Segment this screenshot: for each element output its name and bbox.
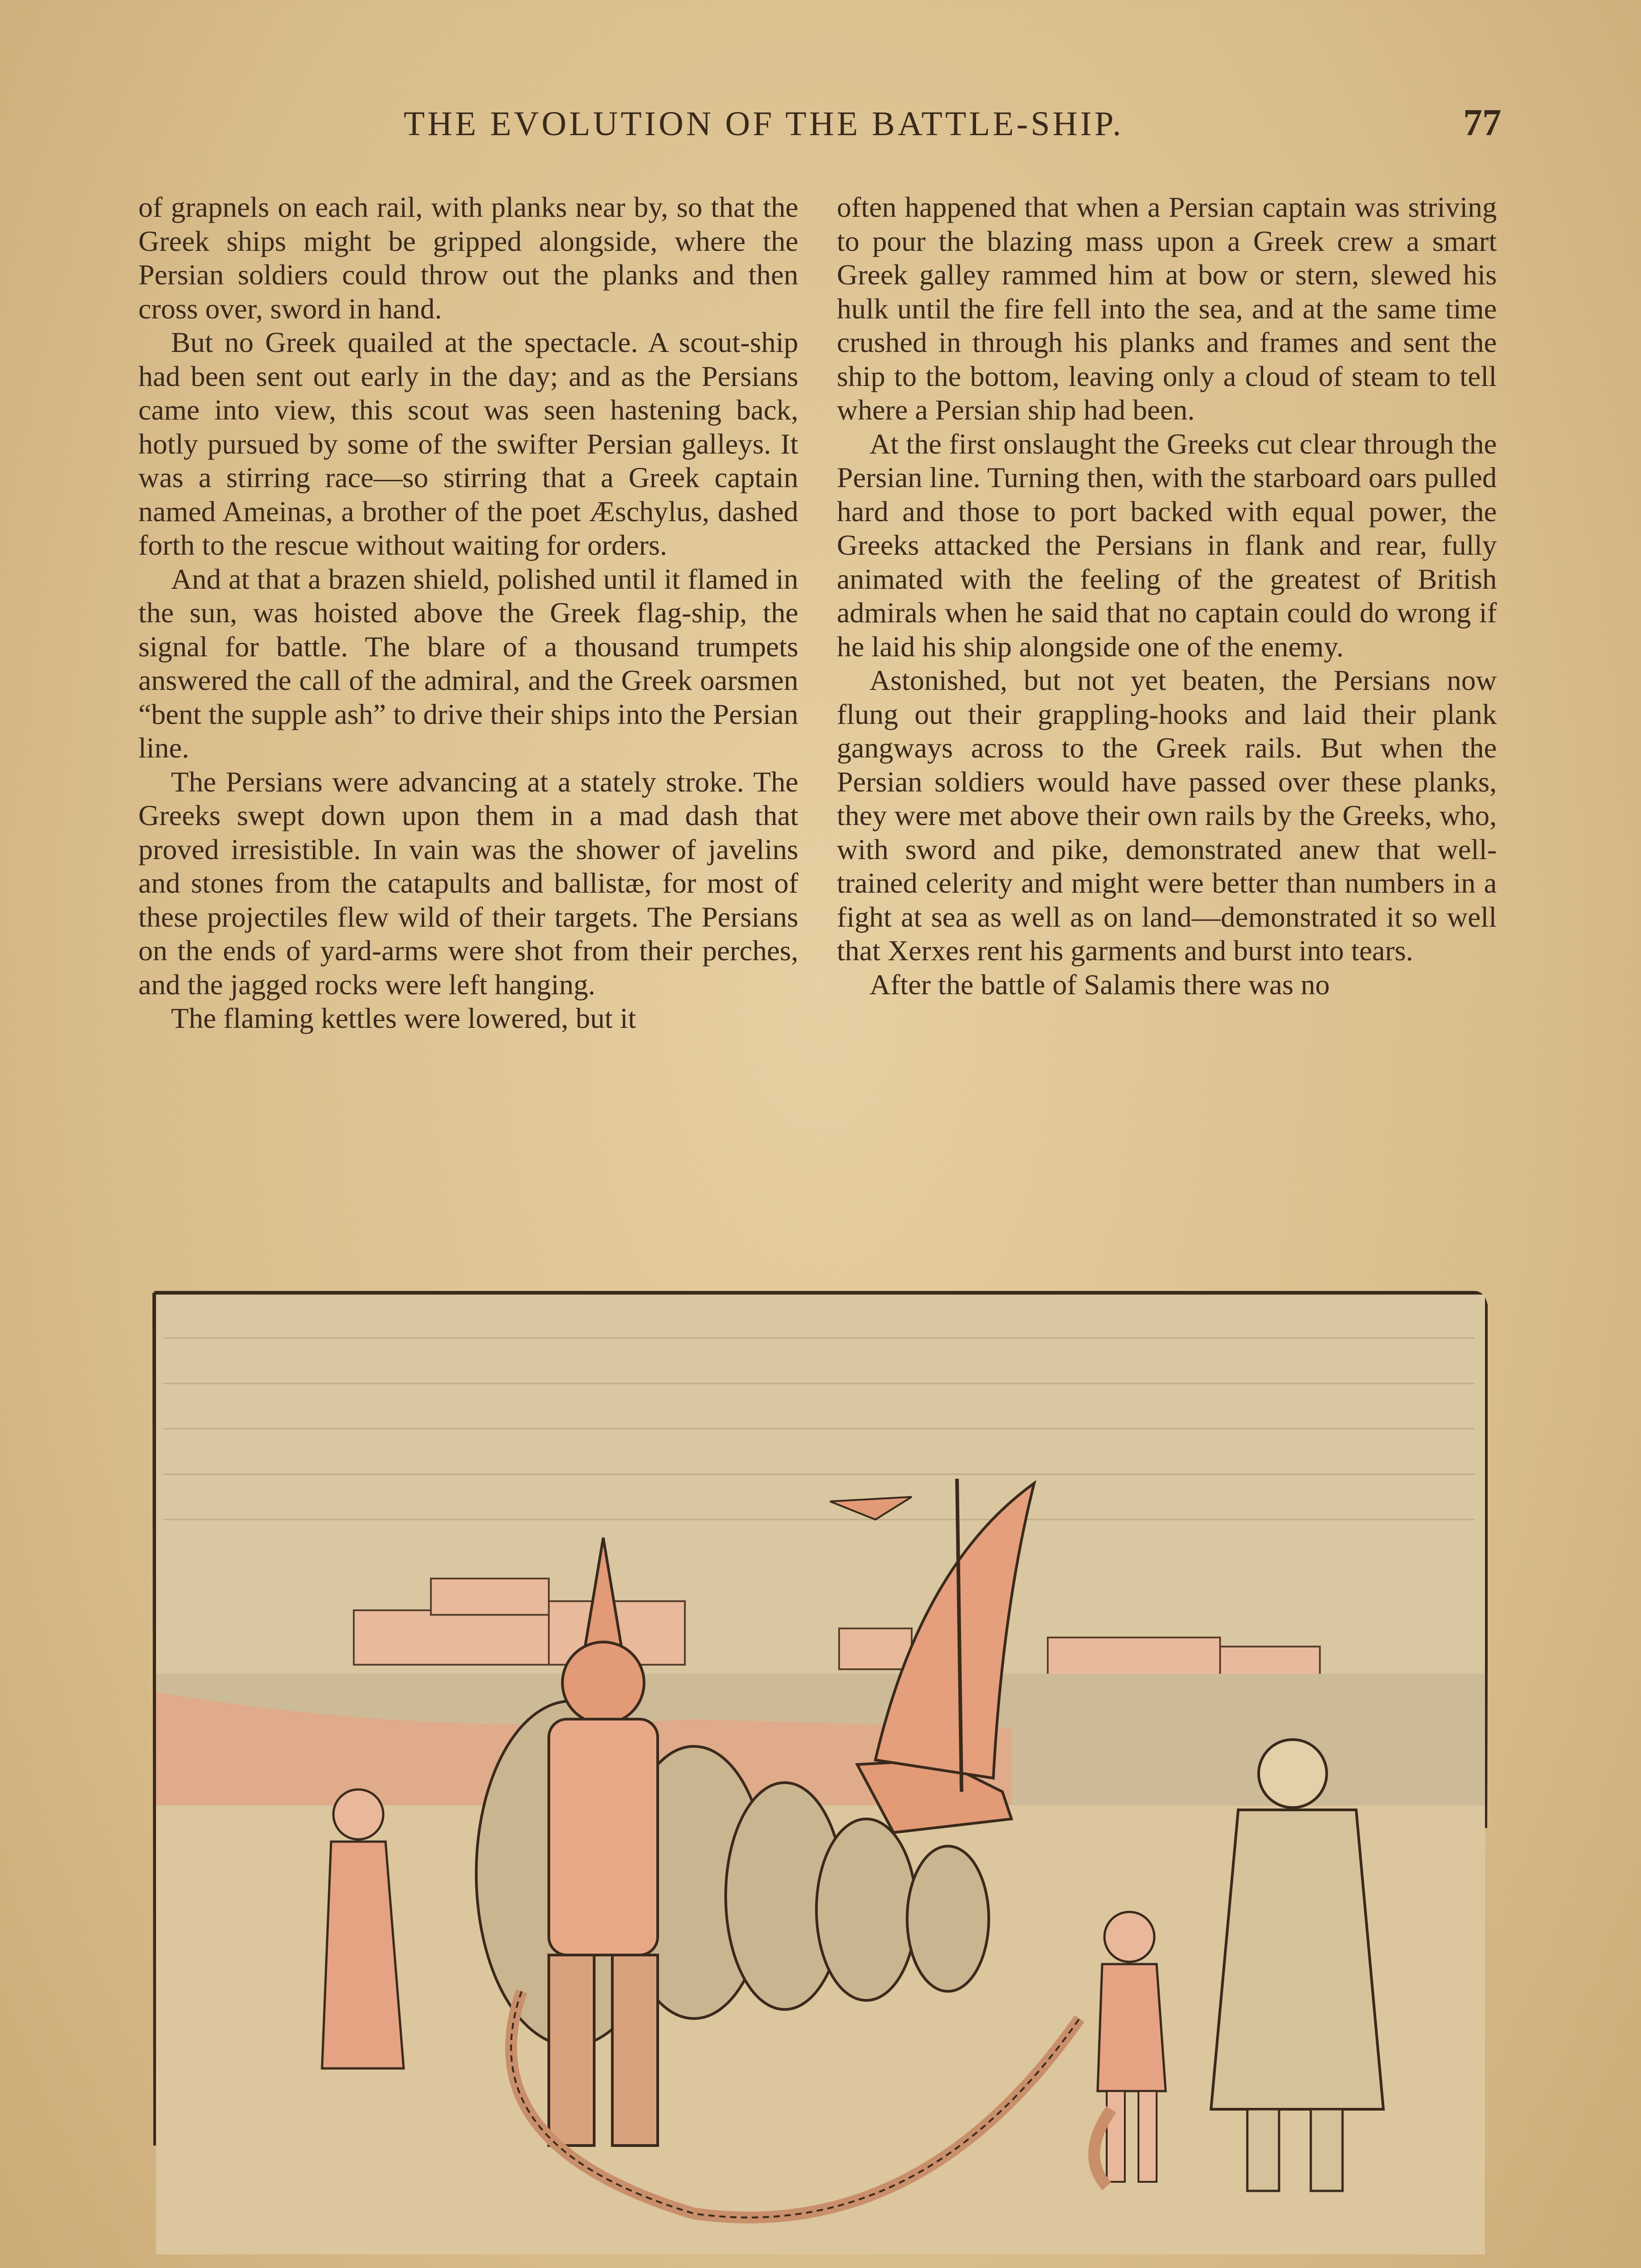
paragraph: of grapnels on each rail, with planks near by, so that the Greek ships might be gripped alongside, where the Persian soldiers could throw out the planks and then cross over, sword in hand.: [138, 191, 798, 325]
running-title: THE EVOLUTION OF THE BATTLE-SHIP.: [404, 105, 1124, 143]
paragraph: At the first onslaught the Greeks cut clear through the Persian line. Turning then, with the starboard oars pulled hard and those to port backed with equal power, the Greeks attacked the Persians in flank and rear, fully animated with the feeling of the greatest of British admirals when he said that no captain could do wrong if he laid his ship alongside one of the enemy.: [837, 427, 1497, 663]
right-text-column: [837, 191, 1497, 1261]
illustration-drawing: [150, 1284, 1488, 2254]
paragraph: The Persians were advancing at a stately stroke. The Greeks swept down upon them in a mad dash that proved irresistible. In vain was the shower of javelins and stones from the catapults and ballistæ, for most of these projectiles flew wild of their targets. The Persians on the ends of yard-arms were shot from their perches, and the jagged rocks were left hanging.: [138, 765, 798, 1001]
left-text-column: [138, 191, 798, 1261]
page-number: 77: [1463, 102, 1501, 144]
paragraph: And at that a brazen shield, polished until it flamed in the sun, was hoisted above the Greek flag-ship, the signal for battle. The blare of a thousand trumpets answered the call of the admiral, and the Greek oarsmen “bent the supple ash” to drive their ships into the Persian line.: [138, 562, 798, 764]
paragraph: Astonished, but not yet beaten, the Persians now flung out their grappling-hooks and laid their plank gangways across to the Greek rails. But when the Persian soldiers would have passed over these planks, they were met above their own rails by the Greeks, who, with sword and pike, demonstrated anew that well-trained celerity and might were better than numbers in a fight at sea as well as on land—demonstrated it so well that Xerxes rent his garments and burst into tears.: [837, 664, 1497, 967]
paragraph: often happened that when a Persian captain was striving to pour the blazing mass upon a Greek crew a smart Greek galley rammed him at bow or stern, slewed his hulk until the fire fell into the sea, and at the same time crushed in through his planks and frames and sent the ship to the bottom, leaving only a cloud of steam to tell where a Persian ship had been.: [837, 191, 1497, 426]
paragraph: But no Greek quailed at the spectacle. A scout-ship had been sent out early in the day; and as the Persians came into view, this scout was seen hastening back, hotly pursued by some of the swifter Persian galleys. It was a stirring race—so stirring that a Greek captain named Ameinas, a brother of the poet Æschylus, dashed forth to the rescue without waiting for orders.: [138, 326, 798, 561]
engraving-illustration: [150, 1284, 1488, 2268]
illustration-caption: [163, 2263, 1474, 2268]
paragraph: After the battle of Salamis there was no: [869, 968, 1330, 1001]
paragraph: The flaming kettles were lowered, but it: [171, 1002, 636, 1034]
page-header: [136, 104, 1501, 159]
caption-line: [163, 2263, 1474, 2268]
